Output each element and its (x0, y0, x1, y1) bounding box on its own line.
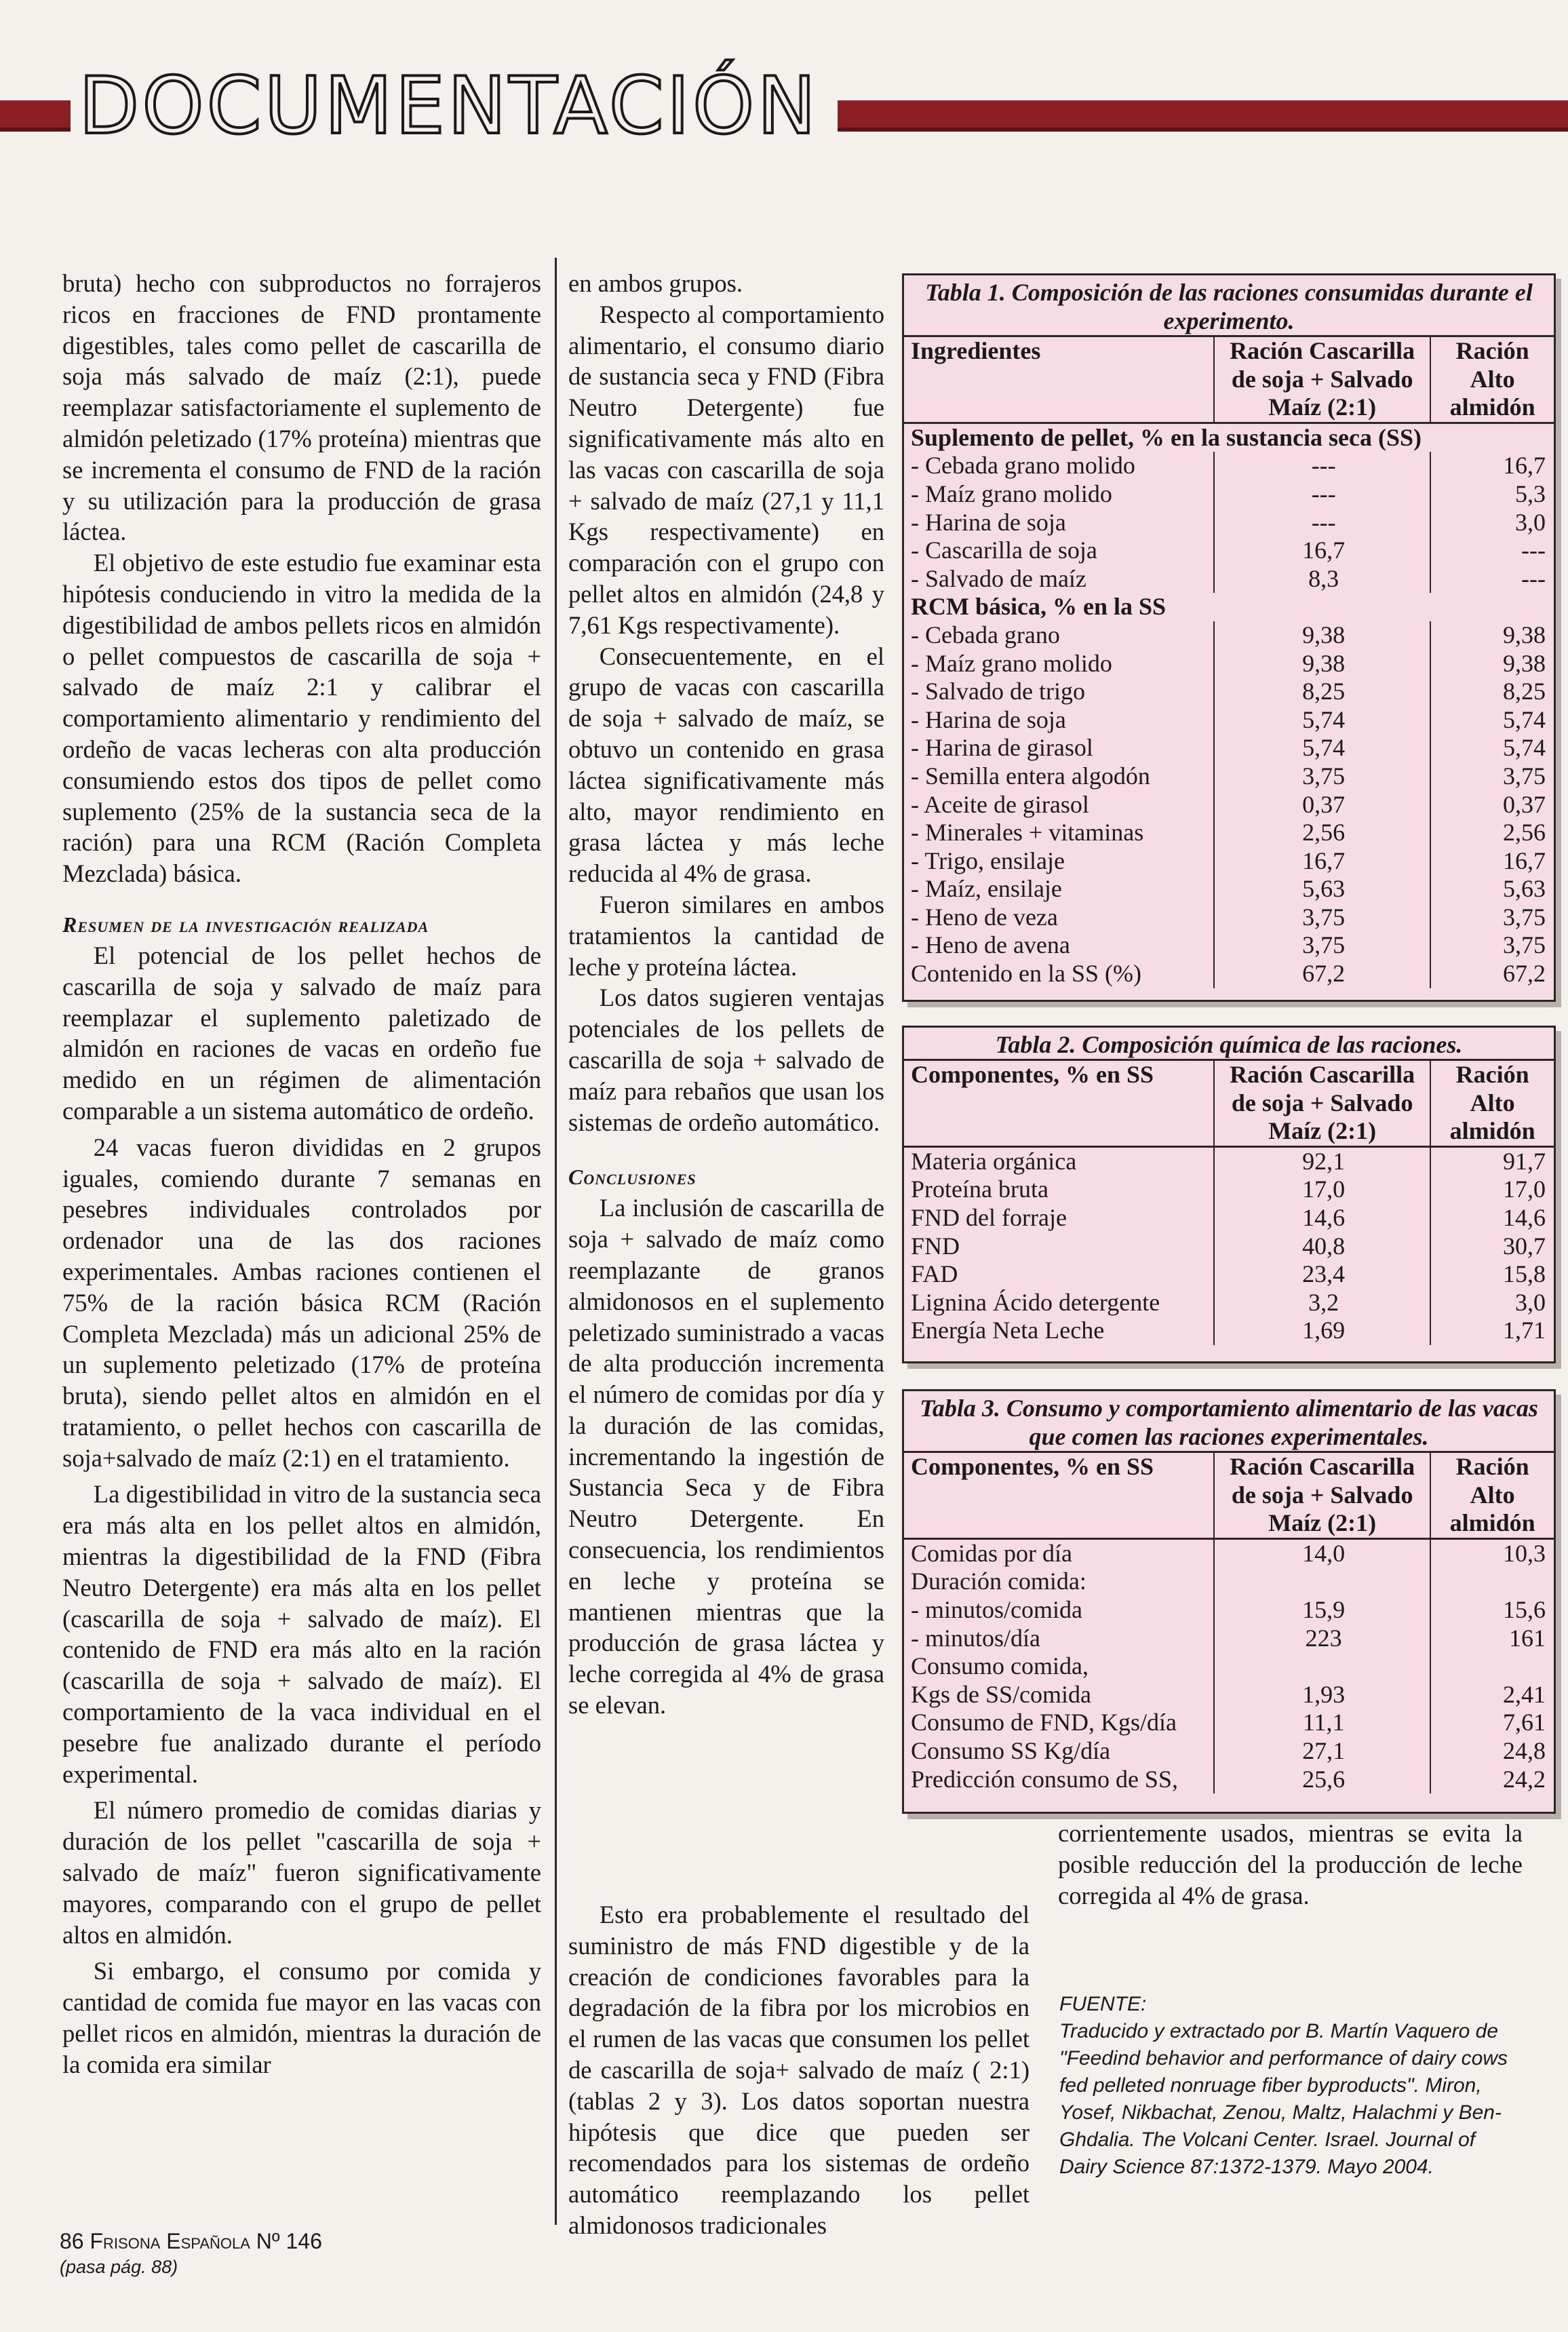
paragraph: La inclusión de cascarilla de soja + salvado de maíz como reemplazante de granos almidonosos en el suplemento peletizado suministrado a vacas de alta producción incrementa el número de comidas por día y la duración de las comidas, incrementando la ingestión de Sustancia Seca y de Fibra Neutro Detergente. En consecuencia, los rendimientos en leche y proteína se mantienen mientras que la producción de grasa láctea y leche corregida al 4% de grasa se elevan. (568, 1194, 884, 1719)
paragraph: corrientemente usados, mientras se evita la posible reducción del la producción de leche corregida al 4% de grasa. (1058, 1819, 1523, 1909)
row-value: 23,4 (1214, 1260, 1430, 1289)
table-row (904, 1681, 1554, 1709)
table-row (904, 762, 1554, 791)
table-row (904, 1317, 1554, 1345)
magazine-name: Frisona Española Nº 146 (90, 2229, 322, 2253)
row-label: Consumo de FND, Kgs/día (911, 1709, 1177, 1736)
table-row (904, 791, 1554, 819)
row-value: 3,75 (1214, 903, 1430, 932)
row-value (1214, 1568, 1430, 1596)
paragraph: bruta) hecho con subproductos no forrajeros ricos en fracciones de FND prontamente digestibles, tales como pellet de cascarilla de soja más salvado de maíz (2:1), puede reemplazar satisfactoriamente el suplemento de almidón peletizado (17% proteína) mientras que se incrementa el consumo de FND de la ración y su utilización para la producción de grasa láctea. (62, 269, 541, 546)
row-value: 5,74 (1430, 734, 1554, 762)
table-row (904, 621, 1554, 650)
row-value: 7,61 (1430, 1709, 1554, 1737)
row-value (1430, 1652, 1554, 1681)
table-row (904, 875, 1554, 903)
paragraph: El número promedio de comidas diarias y duración de los pellet "cascarilla de soja + salvado de maíz" fueron significativamente mayores, comparando con el grupo de pellet altos en almidón. (62, 1796, 541, 1949)
row-value: 67,2 (1430, 960, 1554, 988)
row-value: 16,7 (1214, 537, 1430, 565)
column-header: Ración Alto almidón (1430, 1060, 1554, 1147)
row-label: Contenido en la SS (%) (911, 960, 1141, 988)
row-value: 10,3 (1430, 1538, 1554, 1568)
row-value: 2,56 (1214, 819, 1430, 847)
paragraph: Respecto al comportamiento alimentario, el consumo diario de sustancia seca y FND (Fibra Neutro Detergente) fue significativamente más alto en las vacas con cascarilla de soja + salvado de maíz (27,1 y 11,1 Kgs respectivamente) en comparación con el grupo con pellet altos en almidón (24,8 y 7,61 Kgs respectivamente). (568, 300, 884, 639)
column-header: Componentes, % en SS (904, 1452, 1214, 1539)
row-label: Consumo SS Kg/día (911, 1736, 1111, 1764)
row-label: - Aceite de girasol (911, 790, 1089, 818)
row-label: - minutos/día (911, 1624, 1040, 1652)
row-value: 27,1 (1214, 1737, 1430, 1766)
row-label: - Cascarilla de soja (911, 537, 1097, 564)
row-label: Comidas por día (911, 1539, 1072, 1567)
paragraph: Consecuentemente, en el grupo de vacas con cascarilla de soja + salvado de maíz, se obtuvo un contenido en grasa láctea significativamente más alto, mayor rendimiento en grasa láctea y más leche reducida al 4% de grasa. (568, 642, 884, 888)
row-value: 3,75 (1430, 903, 1554, 932)
row-value: 3,0 (1430, 509, 1554, 537)
table-row (904, 1538, 1554, 1568)
table-3 (902, 1389, 1556, 1814)
column-header: Ración Cascarilla de soja + Salvado Maíz (2:1) (1214, 1452, 1430, 1539)
row-value: --- (1430, 537, 1554, 565)
column-header: Ración Cascarilla de soja + Salvado Maíz (2:1) (1214, 336, 1430, 423)
column-header: Ración Cascarilla de soja + Salvado Maíz (2:1) (1214, 1060, 1430, 1147)
row-value: 91,7 (1430, 1146, 1554, 1175)
table-row (904, 1652, 1554, 1681)
source-note (1059, 1991, 1524, 2181)
column-header: Ración Alto almidón (1430, 336, 1554, 423)
table-row (904, 1625, 1554, 1653)
row-value: 5,3 (1430, 480, 1554, 509)
row-label: Energía Neta Leche (911, 1317, 1105, 1344)
table-row (904, 452, 1554, 480)
row-label: - Harina de girasol (911, 734, 1093, 762)
table-row (904, 847, 1554, 876)
row-label: Lignina Ácido detergente (911, 1288, 1160, 1316)
row-label: - minutos/comida (911, 1595, 1082, 1623)
row-value: 15,8 (1430, 1260, 1554, 1289)
table-row (904, 1766, 1554, 1794)
table-row (904, 1260, 1554, 1289)
row-label: Duración comida: (911, 1568, 1086, 1595)
row-value: 8,3 (1214, 565, 1430, 594)
table-3-grid (904, 1451, 1554, 1793)
row-value: 9,38 (1214, 650, 1430, 678)
table-row (904, 819, 1554, 847)
row-value: 17,0 (1430, 1175, 1554, 1204)
row-value: 30,7 (1430, 1232, 1554, 1261)
row-label: FAD (911, 1260, 958, 1288)
row-label: Kgs de SS/comida (911, 1680, 1091, 1708)
row-value (1214, 1652, 1430, 1681)
section-title: RCM básica, % en la SS (911, 593, 1167, 621)
text-column-2-bottom (568, 1899, 1030, 2241)
source-text: Traducido y extractado por B. Martín Vaquero de "Feedind behavior and performance of dairy cows fed pelleted nonruage fiber byproducts". Miron, Yosef, Nikbachat, Zenou, Maltz, Halachmi y Ben-Ghdalia. The Volcani Center. Israel. Journal of Dairy Science 87:1372-1379. Mayo 2004. (1059, 2020, 1508, 2178)
row-value: 14,6 (1430, 1204, 1554, 1232)
row-value: 67,2 (1214, 960, 1430, 988)
row-value: 15,6 (1430, 1596, 1554, 1625)
row-label: Predicción consumo de SS, (911, 1765, 1178, 1793)
row-value: 223 (1214, 1625, 1430, 1653)
row-value: 0,37 (1214, 791, 1430, 819)
row-value: 92,1 (1214, 1146, 1430, 1175)
row-label: - Trigo, ensilaje (911, 847, 1065, 874)
row-label: - Maíz, ensilaje (911, 875, 1062, 903)
paragraph: Fueron similares en ambos tratamientos la cantidad de leche y proteína láctea. (568, 890, 884, 981)
row-value: 5,74 (1214, 706, 1430, 735)
table-row (904, 678, 1554, 706)
table-row (904, 903, 1554, 932)
row-label: FND del forraje (911, 1203, 1067, 1231)
row-value: 5,63 (1214, 875, 1430, 903)
table-section-row (904, 423, 1554, 452)
column-header: Ingredientes (904, 336, 1214, 423)
table-row (904, 1568, 1554, 1596)
table-row (904, 480, 1554, 509)
table-row (904, 565, 1554, 594)
row-value: 9,38 (1430, 621, 1554, 650)
row-label: - Cebada grano molido (911, 452, 1135, 480)
row-value: 11,1 (1214, 1709, 1430, 1737)
table-row (904, 1737, 1554, 1766)
row-value: 3,75 (1214, 762, 1430, 791)
row-value: 24,8 (1430, 1737, 1554, 1766)
row-value (1430, 1568, 1554, 1596)
row-value: 1,93 (1214, 1681, 1430, 1709)
section-heading-resumen: Resumen de la investigación realizada (62, 912, 429, 937)
column-divider (555, 258, 557, 2225)
row-label: - Maíz grano molido (911, 480, 1112, 507)
paragraph: en ambos grupos. (568, 269, 743, 297)
row-value: 9,38 (1214, 621, 1430, 650)
row-value: 5,63 (1430, 875, 1554, 903)
text-column-2 (568, 268, 884, 1721)
row-value: 2,56 (1430, 819, 1554, 847)
row-value: 3,0 (1430, 1289, 1554, 1317)
page-number: 86 (60, 2229, 84, 2253)
table-row (904, 931, 1554, 960)
row-value: 161 (1430, 1625, 1554, 1653)
row-label: - Salvado de trigo (911, 678, 1085, 705)
table-row (904, 509, 1554, 537)
row-value: --- (1214, 509, 1430, 537)
section-title: Suplemento de pellet, % en la sustancia seca (SS) (904, 423, 1554, 452)
row-value: 3,75 (1430, 931, 1554, 960)
row-value: 16,7 (1214, 847, 1430, 876)
section-heading-conclusiones: Conclusiones (568, 1165, 697, 1190)
column-header: Ración Alto almidón (1430, 1452, 1554, 1539)
row-value: 25,6 (1214, 1766, 1430, 1794)
row-value: 14,6 (1214, 1204, 1430, 1232)
row-label: - Heno de veza (911, 903, 1058, 931)
page-footer (60, 2228, 322, 2279)
table-row (904, 734, 1554, 762)
paragraph: El objetivo de este estudio fue examinar esta hipótesis conduciendo in vitro la medida de la digestibilidad de ambos pellets ricos en almidón o pellet compuestos de cascarilla de soja + salvado de maíz 2:1 y calibrar el comportamiento alimentario y rendimiento del ordeño de vacas lecheras con alta producción consumiendo estos dos tipos de pellet como suplemento (25% de la sustancia seca de la ración) para una RCM (Ración Completa Mezclada) básica. (62, 549, 541, 888)
row-value: 0,37 (1430, 791, 1554, 819)
table-caption: Tabla 2. Composición química de las raciones. (995, 1031, 1463, 1058)
row-value: --- (1214, 452, 1430, 480)
row-value: 5,74 (1430, 706, 1554, 735)
row-value: --- (1214, 480, 1430, 509)
paragraph: Los datos sugieren ventajas potenciales de los pellets de cascarilla de soja + salvado de maíz para rebaños que usan los sistemas de ordeño automático. (568, 984, 884, 1136)
paragraph: Esto era probablemente el resultado del suministro de más FND digestible y de la creación de condiciones favorables para la degradación de la fibra por los microbios en el rumen de las vacas que consumen los pellet de cascarilla de soja+ salvado de maíz ( 2:1) (tablas 2 y 3). Los datos soportan nuestra hipótesis que dice que pueden ser recomendados para los sistemas de ordeño automático reemplazando los pellet almidonosos tradicionales (568, 1901, 1030, 2239)
table-2 (902, 1026, 1556, 1363)
row-value: 3,75 (1214, 931, 1430, 960)
row-label: FND (911, 1232, 960, 1260)
row-value: 1,69 (1214, 1317, 1430, 1345)
row-value: 15,9 (1214, 1596, 1430, 1625)
paragraph: 24 vacas fueron divididas en 2 grupos iguales, comiendo durante 7 semanas en pesebres individuales controlados por ordenador una de las dos raciones experimentales. Ambas raciones contienen el 75% de la ración básica RCM (Ración Completa Mezclada) más un adicional 25% de un suplemento peletizado (17% de proteína bruta), siendo pellet altos en almidón en el tratamiento, o pellet hechos con cascarilla de soja+salvado de maíz (2:1) en el tratamiento. (62, 1133, 541, 1472)
row-value: 16,7 (1430, 452, 1554, 480)
row-value: 24,2 (1430, 1766, 1554, 1794)
table-1-grid (904, 335, 1554, 988)
row-label: Consumo comida, (911, 1652, 1089, 1680)
column-header: Componentes, % en SS (904, 1060, 1214, 1147)
paragraph: Si embargo, el consumo por comida y cantidad de comida fue mayor en las vacas con pellet ricos en almidón, mientras la duración de la comida era similar (62, 1957, 541, 2078)
row-value: 16,7 (1430, 847, 1554, 876)
table-row (904, 960, 1554, 988)
row-value: 3,2 (1214, 1289, 1430, 1317)
table-2-grid (904, 1059, 1554, 1345)
table-section-row (904, 593, 1554, 621)
row-value: 40,8 (1214, 1232, 1430, 1261)
table-row (904, 1709, 1554, 1737)
row-value: 2,41 (1430, 1681, 1554, 1709)
table-caption: Tabla 3. Consumo y comportamiento alimentario de las vacas que comen las raciones experimentales. (920, 1395, 1538, 1450)
row-label: - Maíz grano molido (911, 649, 1112, 677)
row-value: 3,75 (1430, 762, 1554, 791)
row-label: Materia orgánica (911, 1147, 1077, 1175)
table-row (904, 1204, 1554, 1232)
row-label: - Heno de avena (911, 931, 1070, 959)
table-row (904, 537, 1554, 565)
row-label: - Harina de soja (911, 508, 1066, 536)
row-label: - Semilla entera algodón (911, 762, 1150, 790)
text-column-3 (1058, 1818, 1523, 1911)
row-label: - Salvado de maíz (911, 564, 1086, 592)
row-value: 14,0 (1214, 1538, 1430, 1568)
table-row (904, 1232, 1554, 1261)
row-value: 5,74 (1214, 734, 1430, 762)
row-value: 8,25 (1214, 678, 1430, 706)
table-1 (902, 273, 1556, 1002)
table-row (904, 706, 1554, 735)
row-label: - Minerales + vitaminas (911, 819, 1144, 847)
text-column-1 (62, 268, 541, 2080)
row-value: --- (1430, 565, 1554, 594)
section-title: DOCUMENTACIÓN (71, 62, 838, 151)
source-heading: FUENTE: (1059, 1993, 1147, 2015)
row-label: Proteína bruta (911, 1175, 1048, 1203)
table-row (904, 1175, 1554, 1204)
table-row (904, 1289, 1554, 1317)
row-label: - Harina de soja (911, 705, 1066, 733)
table-row (904, 1146, 1554, 1175)
footer-folio (60, 2228, 322, 2255)
table-row (904, 650, 1554, 678)
continued-note: (pasa pág. 88) (60, 2257, 178, 2277)
row-value: 8,25 (1430, 678, 1554, 706)
paragraph: El potencial de los pellet hechos de cascarilla de soja y salvado de maíz para reemplazar el suplemento paletizado de almidón en raciones de vacas en ordeño fue medido en un régimen de alimentación comparable a un sistema automático de ordeño. (62, 941, 541, 1125)
table-caption: Tabla 1. Composición de las raciones consumidas durante el experimento. (925, 279, 1533, 334)
row-value: 1,71 (1430, 1317, 1554, 1345)
row-value: 9,38 (1430, 650, 1554, 678)
paragraph: La digestibilidad in vitro de la sustancia seca era más alta en los pellet altos en almidón, mientras la digestibilidad de la FND (Fibra Neutro Detergente) era más alta en los pellet (cascarilla de soja + salvado de maíz). El contenido de FND era más alto en la ración (cascarilla de soja + salvado de maíz). El comportamiento de la vaca individual en el pesebre fue analizado durante el período experimental. (62, 1480, 541, 1788)
table-row (904, 1596, 1554, 1625)
row-label: - Cebada grano (911, 621, 1060, 648)
row-value: 17,0 (1214, 1175, 1430, 1204)
